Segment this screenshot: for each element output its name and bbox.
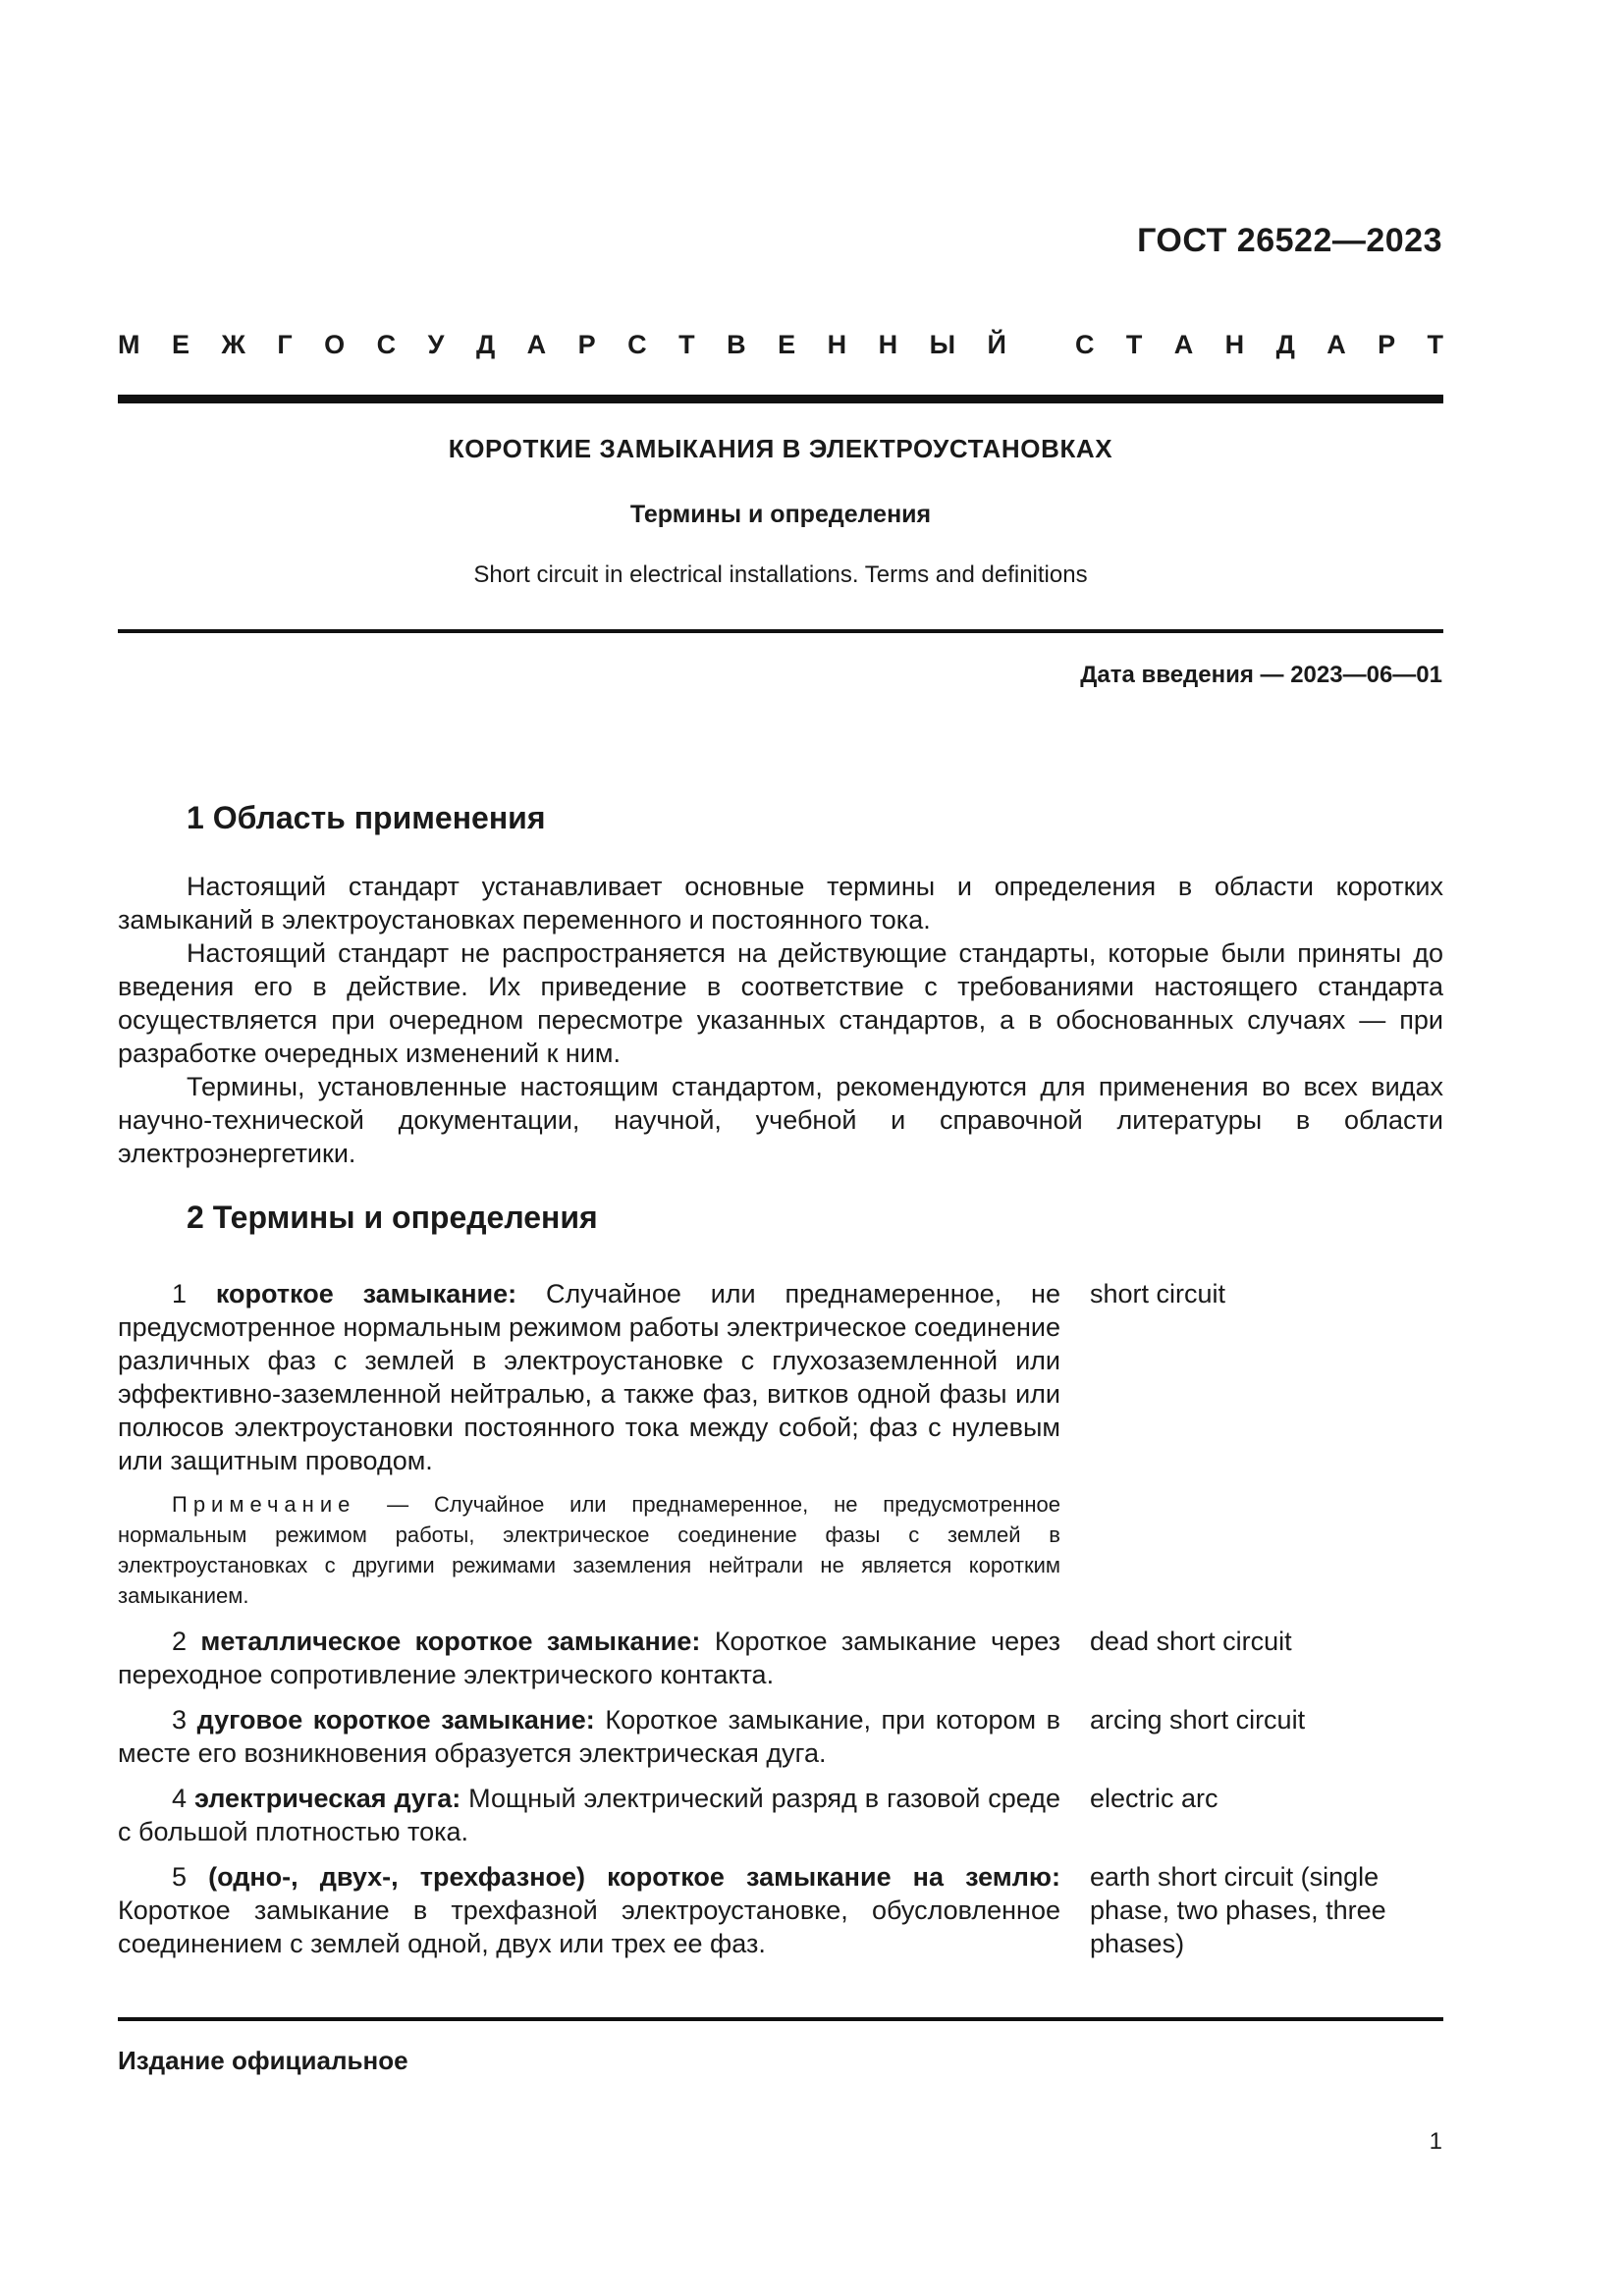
document-title: КОРОТКИЕ ЗАМЫКАНИЯ В ЭЛЕКТРОУСТАНОВКАХ: [448, 434, 1113, 463]
term-entry: [118, 1625, 1443, 1691]
term-text: Случайное или преднамеренное, не предусмотренное нормальным режимом работы электрическое соединение различных фаз с землей в электроустановке с глухозаземленной или эффективно-заземленной нейтралью, а также фаз, витков одной фазы или полюсов электроустановки постоянного тока между собой; фаз с нулевым или защитным проводом.: [118, 1279, 1060, 1475]
term-text: Короткое замыкание через переходное сопротивление электрического контакта.: [118, 1627, 1060, 1689]
section-heading-scope: 1 Область применения: [187, 800, 546, 835]
term-entry: [118, 1703, 1443, 1770]
interstate-standard-banner: [118, 330, 1443, 360]
term-definition: [118, 1277, 1060, 1477]
banner-letter: С: [376, 330, 397, 359]
banner-letter: М: [118, 330, 140, 359]
banner-letter: Ж: [221, 330, 245, 359]
term-name: (одно-, двух-, трехфазное) короткое замыкание на землю:: [208, 1862, 1060, 1892]
banner-letter: А: [1173, 330, 1194, 359]
banner-letter: Е: [778, 330, 796, 359]
banner-letter: О: [324, 330, 346, 359]
gost-number: ГОСТ 26522—2023: [1137, 222, 1442, 259]
document-english-title: Short circuit in electrical installations. Terms and definitions: [473, 561, 1088, 588]
banner-letter: Д: [475, 330, 496, 359]
banner-letter: Р: [1378, 330, 1396, 359]
term-entry: [118, 1277, 1443, 1477]
note-text: — Случайное или преднамеренное, не предусмотренное нормальным режимом работы, электрическое соединение фазы с землей в электроустановках с другими режимами заземления нейтрали не является коротким замыканием.: [118, 1492, 1060, 1608]
term-number: 5: [172, 1862, 209, 1892]
banner-letter: Н: [878, 330, 898, 359]
term-number: 2: [172, 1627, 201, 1656]
term-english: electric arc: [1090, 1784, 1218, 1813]
term-entry: [118, 1860, 1443, 1960]
banner-letter: Д: [1275, 330, 1295, 359]
term-name: электрическая дуга:: [193, 1784, 469, 1813]
title-divider: [118, 629, 1443, 633]
term-definition: [118, 1782, 1060, 1848]
banner-letter: У: [427, 330, 445, 359]
banner-letter: Т: [1427, 330, 1443, 359]
terms-list: [118, 1277, 1443, 1972]
banner-letter: Н: [1224, 330, 1245, 359]
header-divider: [118, 395, 1443, 403]
term-note: [118, 1489, 1060, 1611]
banner-letter: Т: [1125, 330, 1143, 359]
document-subtitle: Термины и определения: [629, 501, 932, 528]
standard-word: [1075, 330, 1443, 360]
term-english: earth short circuit (single phase, two phases, three phases): [1090, 1862, 1386, 1958]
term-definition: [118, 1860, 1060, 1960]
term-english: arcing short circuit: [1090, 1705, 1306, 1735]
section-heading-terms: 2 Термины и определения: [187, 1200, 598, 1235]
term-number: 3: [172, 1705, 197, 1735]
term-text: Короткое замыкание в трехфазной электроустановке, обусловленное соединением с землей одной, двух или трех ее фаз.: [118, 1896, 1060, 1958]
paragraph: Настоящий стандарт не распространяется на действующие стандарты, которые были приняты до введения его в действие. Их приведение в соответствие с требованиями настоящего стандарта осуществляется при очередном пересмотре указанных стандартов, а в обоснованных случаях — при разработке очередных изменений к ним.: [118, 938, 1443, 1068]
term-text: Мощный электрический разряд в газовой среде с большой плотностью тока.: [118, 1784, 1060, 1846]
banner-letter: В: [727, 330, 746, 359]
scope-text: [118, 870, 1443, 1170]
introduction-date: Дата введения — 2023—06—01: [1080, 662, 1442, 688]
official-edition-label: Издание официальное: [118, 2046, 408, 2075]
banner-letter: Т: [678, 330, 695, 359]
term-definition: [118, 1625, 1060, 1691]
term-english: short circuit: [1090, 1279, 1226, 1308]
term-number: 1: [172, 1279, 216, 1308]
term-name: дуговое короткое замыкание:: [196, 1705, 606, 1735]
banner-letter: Г: [277, 330, 293, 359]
banner-letter: А: [526, 330, 547, 359]
term-definition: [118, 1703, 1060, 1770]
interstate-word: [118, 330, 1006, 360]
paragraph: Термины, установленные настоящим стандартом, рекомендуются для применения во всех видах научно-технической документации, научной, учебной и справочной литературы в области электроэнергетики.: [118, 1072, 1443, 1168]
banner-letter: Е: [171, 330, 189, 359]
banner-letter: С: [1075, 330, 1095, 359]
term-number: 4: [172, 1784, 194, 1813]
note-label: Примечание: [172, 1492, 388, 1517]
term-english: dead short circuit: [1090, 1627, 1292, 1656]
paragraph: Настоящий стандарт устанавливает основные термины и определения в области коротких замыканий в электроустановках переменного и постоянного тока.: [118, 872, 1443, 934]
banner-letter: С: [627, 330, 647, 359]
banner-letter: Й: [987, 330, 1006, 359]
banner-letter: А: [1326, 330, 1346, 359]
term-text: Короткое замыкание, при котором в месте его возникновения образуется электрическая дуга.: [118, 1705, 1060, 1768]
banner-letter: Ы: [929, 330, 956, 359]
term-entry: [118, 1782, 1443, 1848]
page-number: 1: [1429, 2128, 1442, 2155]
term-name: короткое замыкание:: [215, 1279, 546, 1308]
banner-letter: Р: [577, 330, 596, 359]
term-name: металлическое короткое замыкание:: [200, 1627, 715, 1656]
banner-letter: Н: [827, 330, 847, 359]
footer-divider: [118, 2017, 1443, 2021]
